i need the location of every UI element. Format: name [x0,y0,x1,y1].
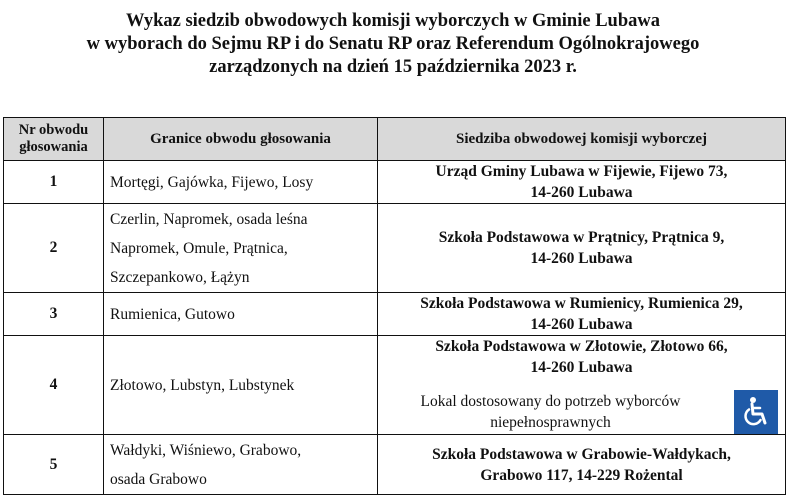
document-title [0,10,786,79]
table-row [4,293,786,336]
seat-line: Szkoła Podstawowa w Rumienicy, Rumienica 29, [420,295,743,312]
header-district-number [4,118,104,161]
borders-line: osada Grabowo [110,470,207,488]
district-number: 4 [4,336,104,435]
table-row [4,161,786,204]
seat-line: Szkoła Podstawowa w Prątnicy, Prątnica 9, [438,229,725,246]
commission-seat [378,204,786,293]
district-borders [104,204,378,293]
borders-line: Napromek, Omule, Prątnica, [110,239,288,257]
header-commission-seat: Siedziba obwodowej komisji wyborczej [378,118,786,161]
title-line-1: Wykaz siedzib obwodowych komisji wyborczych w Gminie Lubawa [126,11,660,31]
commission-seat [378,336,786,435]
header-district-borders: Granice obwodu głosowania [104,118,378,161]
district-number: 5 [4,435,104,495]
commission-seat [378,293,786,336]
commission-seat [378,161,786,204]
district-number: 2 [4,204,104,293]
borders-line: Szczepankowo, Łążyn [110,268,250,286]
district-borders [104,435,378,495]
table-row [4,204,786,293]
note-line: niepełnosprawnych [490,414,611,431]
seat-line: 14-260 Lubawa [530,359,633,376]
seat-line: Urząd Gminy Lubawa w Fijewie, Fijewo 73, [435,163,728,180]
commission-seat [378,435,786,495]
borders-line: Rumienica, Gutowo [110,305,235,323]
district-borders [104,336,378,435]
seat-line: 14-260 Lubawa [530,316,633,333]
district-number: 1 [4,161,104,204]
title-line-3: zarządzonych na dzień 15 października 2023 r. [209,57,577,77]
table-row [4,336,786,435]
district-borders [104,161,378,204]
accessibility-note-text [386,391,716,433]
polling-stations-table [3,117,786,495]
header-nr-line: głosowania [19,139,88,155]
accessibility-note [378,390,785,434]
table-header-row [4,118,786,161]
district-borders [104,293,378,336]
note-line: Lokal dostosowany do potrzeb wyborców [420,393,681,410]
borders-line: Wałdyki, Wiśniewo, Grabowo, [110,441,302,459]
borders-line: Czerlin, Napromek, osada leśna [110,210,308,228]
borders-line: Złotowo, Lubstyn, Lubstynek [110,376,295,394]
seat-line: Grabowo 117, 14-229 Rożental [480,466,683,484]
header-nr-line: Nr obwodu [18,122,89,138]
wheelchair-accessible-icon [734,390,778,434]
district-number: 3 [4,293,104,336]
seat-line: Szkoła Podstawowa w Grabowie-Wałdykach, [432,445,731,463]
seat-line: 14-260 Lubawa [530,250,633,267]
seat-line: 14-260 Lubawa [530,184,633,201]
title-line-2: w wyborach do Sejmu RP i do Senatu RP oraz Referendum Ogólnokrajowego [86,34,700,54]
table-row [4,435,786,495]
borders-line: Mortęgi, Gajówka, Fijewo, Losy [110,173,314,191]
seat-line: Szkoła Podstawowa w Złotowie, Złotowo 66, [435,338,728,355]
